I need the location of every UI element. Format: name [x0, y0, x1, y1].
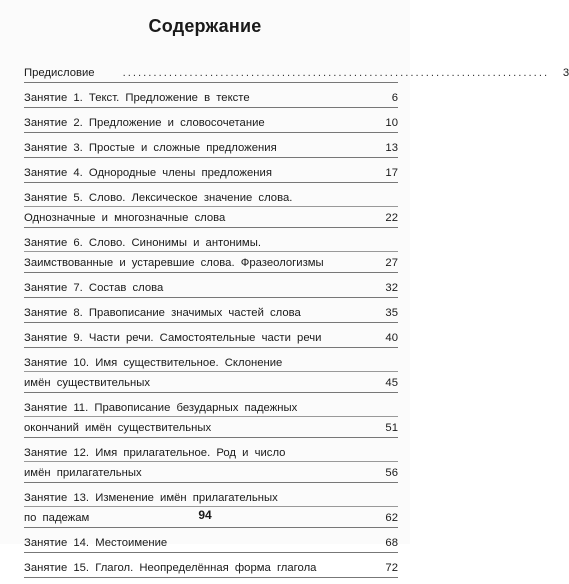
toc-entry	[24, 164, 398, 183]
toc-entry-title: по падежам	[24, 512, 90, 524]
toc-page-number: 62	[385, 512, 398, 524]
toc-entry-line	[24, 234, 398, 252]
toc-page-number: 17	[385, 167, 398, 179]
toc-page-number: 72	[385, 562, 398, 574]
toc-page-number: 22	[385, 212, 398, 224]
toc-entry	[24, 399, 398, 438]
toc-entry-title: Предисловие	[24, 67, 95, 79]
toc-entry-line	[24, 329, 398, 346]
toc-page-number: 6	[391, 92, 398, 104]
toc-entry-title: окончаний имён существительных	[24, 422, 212, 434]
toc-entry-title: Занятие 4. Однородные члены предложения	[24, 167, 272, 179]
toc-entry	[24, 279, 398, 298]
toc-page-number: 3	[562, 67, 569, 79]
toc-entry-title: Занятие 15. Глагол. Неопределённая форма глагола	[24, 562, 317, 574]
toc-entry-title: Занятие 7. Состав слова	[24, 282, 164, 294]
toc-entry-title: Занятие 2. Предложение и словосочетание	[24, 117, 265, 129]
toc-entry-line	[24, 354, 398, 372]
toc-entry-line	[24, 559, 398, 576]
toc-entry-line	[24, 114, 398, 131]
toc-entry	[24, 234, 398, 273]
toc-entry	[24, 354, 398, 393]
toc-entry	[24, 114, 398, 133]
toc-entry-line	[24, 534, 398, 551]
toc-entry-title: Заимствованные и устаревшие слова. Фразеологизмы	[24, 257, 324, 269]
toc-entry-title: Занятие 8. Правописание значимых частей слова	[24, 307, 301, 319]
page-title: Содержание	[148, 16, 262, 36]
toc-entry-line	[24, 464, 398, 481]
toc-entry-title: имён существительных	[24, 377, 151, 389]
table-of-contents	[24, 64, 569, 584]
toc-page-number: 56	[385, 467, 398, 479]
toc-entry	[24, 189, 398, 228]
toc-entry-line	[24, 304, 398, 321]
toc-entry-line	[24, 189, 398, 207]
toc-entry	[24, 89, 398, 108]
toc-entry-title: Занятие 11. Правописание безударных падежных	[24, 402, 298, 414]
toc-entry-title: Занятие 10. Имя существительное. Склонение	[24, 357, 283, 369]
toc-page-number: 40	[385, 332, 398, 344]
toc-entry-line	[24, 489, 398, 507]
toc-entry-title: Однозначные и многозначные слова	[24, 212, 226, 224]
toc-entry-line	[24, 419, 398, 436]
toc-page-number: 45	[385, 377, 398, 389]
toc-entry-line	[24, 164, 398, 181]
toc-entry-title: Занятие 12. Имя прилагательное. Род и число	[24, 447, 286, 459]
toc-leader-dots: ...................................................................................	[122, 67, 550, 79]
toc-entry-line	[24, 89, 398, 106]
toc-entry-line	[24, 399, 398, 417]
toc-entry	[24, 64, 569, 83]
toc-entry-title: Занятие 1. Текст. Предложение в тексте	[24, 92, 250, 104]
toc-page-number: 10	[385, 117, 398, 129]
toc-entry	[24, 444, 398, 483]
toc-page-number: 32	[385, 282, 398, 294]
toc-page-number: 35	[385, 307, 398, 319]
page-number: 94	[198, 508, 212, 522]
toc-entry-title: Занятие 13. Изменение имён прилагательных	[24, 492, 278, 504]
toc-entry	[24, 559, 398, 578]
toc-entry-line	[24, 374, 398, 391]
toc-page-number: 27	[385, 257, 398, 269]
toc-entry-title: Занятие 9. Части речи. Самостоятельные части речи	[24, 332, 322, 344]
toc-entry-title: Занятие 3. Простые и сложные предложения	[24, 142, 277, 154]
toc-entry-line	[24, 279, 398, 296]
toc-entry	[24, 534, 398, 553]
toc-entry-title: Занятие 14. Местоимение	[24, 537, 168, 549]
toc-entry-title: Занятие 6. Слово. Синонимы и антонимы.	[24, 237, 261, 249]
toc-entry-line	[24, 139, 398, 156]
toc-entry-title: имён прилагательных	[24, 467, 142, 479]
toc-entry-line	[24, 254, 398, 271]
toc-page-number: 68	[385, 537, 398, 549]
toc-entry	[24, 304, 398, 323]
toc-entry	[24, 139, 398, 158]
toc-entry	[24, 329, 398, 348]
toc-entry-line	[24, 209, 398, 226]
toc-page-number: 51	[385, 422, 398, 434]
toc-entry-title: Занятие 5. Слово. Лексическое значение слова.	[24, 192, 293, 204]
toc-entry-line	[24, 64, 569, 81]
toc-entry-line	[24, 444, 398, 462]
toc-page-number: 13	[385, 142, 398, 154]
